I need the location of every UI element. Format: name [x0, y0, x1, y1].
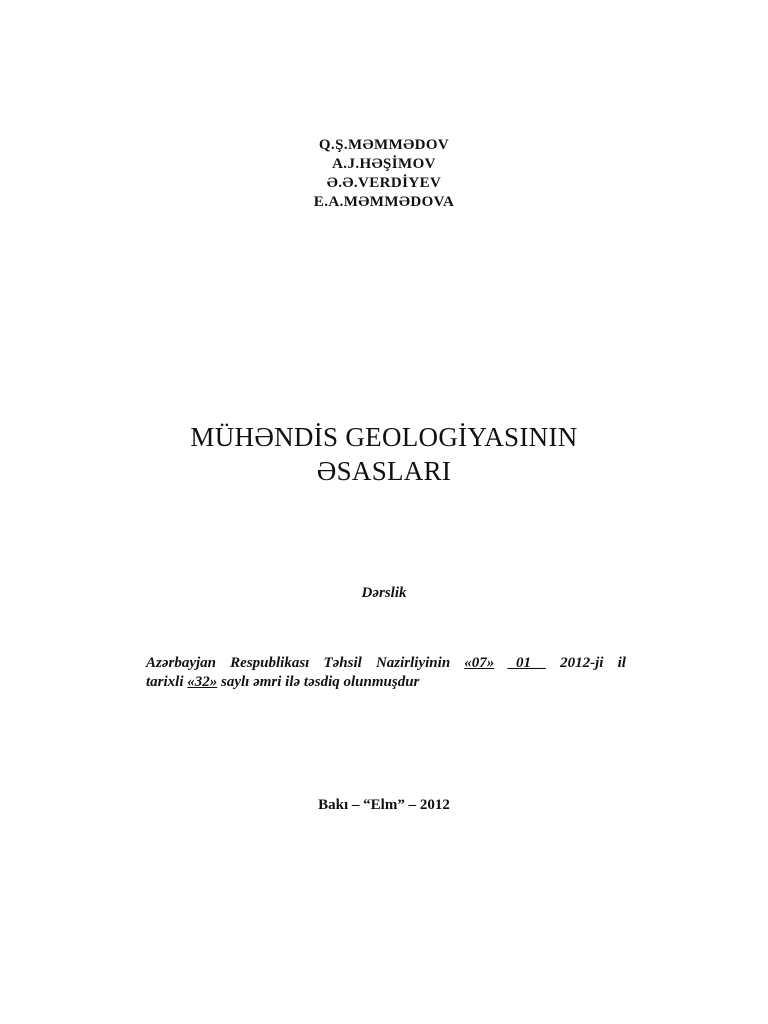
title-line-1: MÜHƏNDİS GEOLOGİYASININ	[190, 422, 578, 452]
author-name: A.J.HƏŞİMOV	[332, 156, 436, 172]
approval-month: _01__	[508, 655, 546, 671]
approval-statement	[146, 654, 626, 692]
approval-word: Təhsil	[323, 655, 362, 671]
author-name: Ə.Ə.VERDİYEV	[326, 175, 442, 191]
authors-block	[0, 136, 768, 212]
title-line-2: ƏSASLARI	[316, 456, 452, 486]
document-type: Dərslik	[361, 585, 407, 601]
author-name: E.A.MƏMMƏDOVA	[313, 194, 455, 210]
approval-day: «07»	[464, 655, 495, 671]
approval-order-number: «32»	[187, 674, 218, 690]
approval-word: Nazirliyinin	[375, 655, 451, 671]
approval-word: Azərbayjan	[146, 655, 217, 671]
author-name: Q.Ş.MƏMMƏDOV	[318, 137, 450, 153]
approval-suffix: saylı əmri ilə təsdiq olunmuşdur	[221, 674, 420, 690]
book-title	[0, 420, 768, 488]
approval-line-1	[146, 654, 626, 673]
approval-line-2	[146, 673, 626, 692]
approval-year: 2012-ji	[560, 655, 604, 671]
publication-info: Bakı – “Elm” – 2012	[318, 797, 450, 813]
approval-word: il	[617, 655, 626, 671]
approval-prefix: tarixli	[146, 674, 184, 690]
approval-word: Respublikası	[230, 655, 310, 671]
